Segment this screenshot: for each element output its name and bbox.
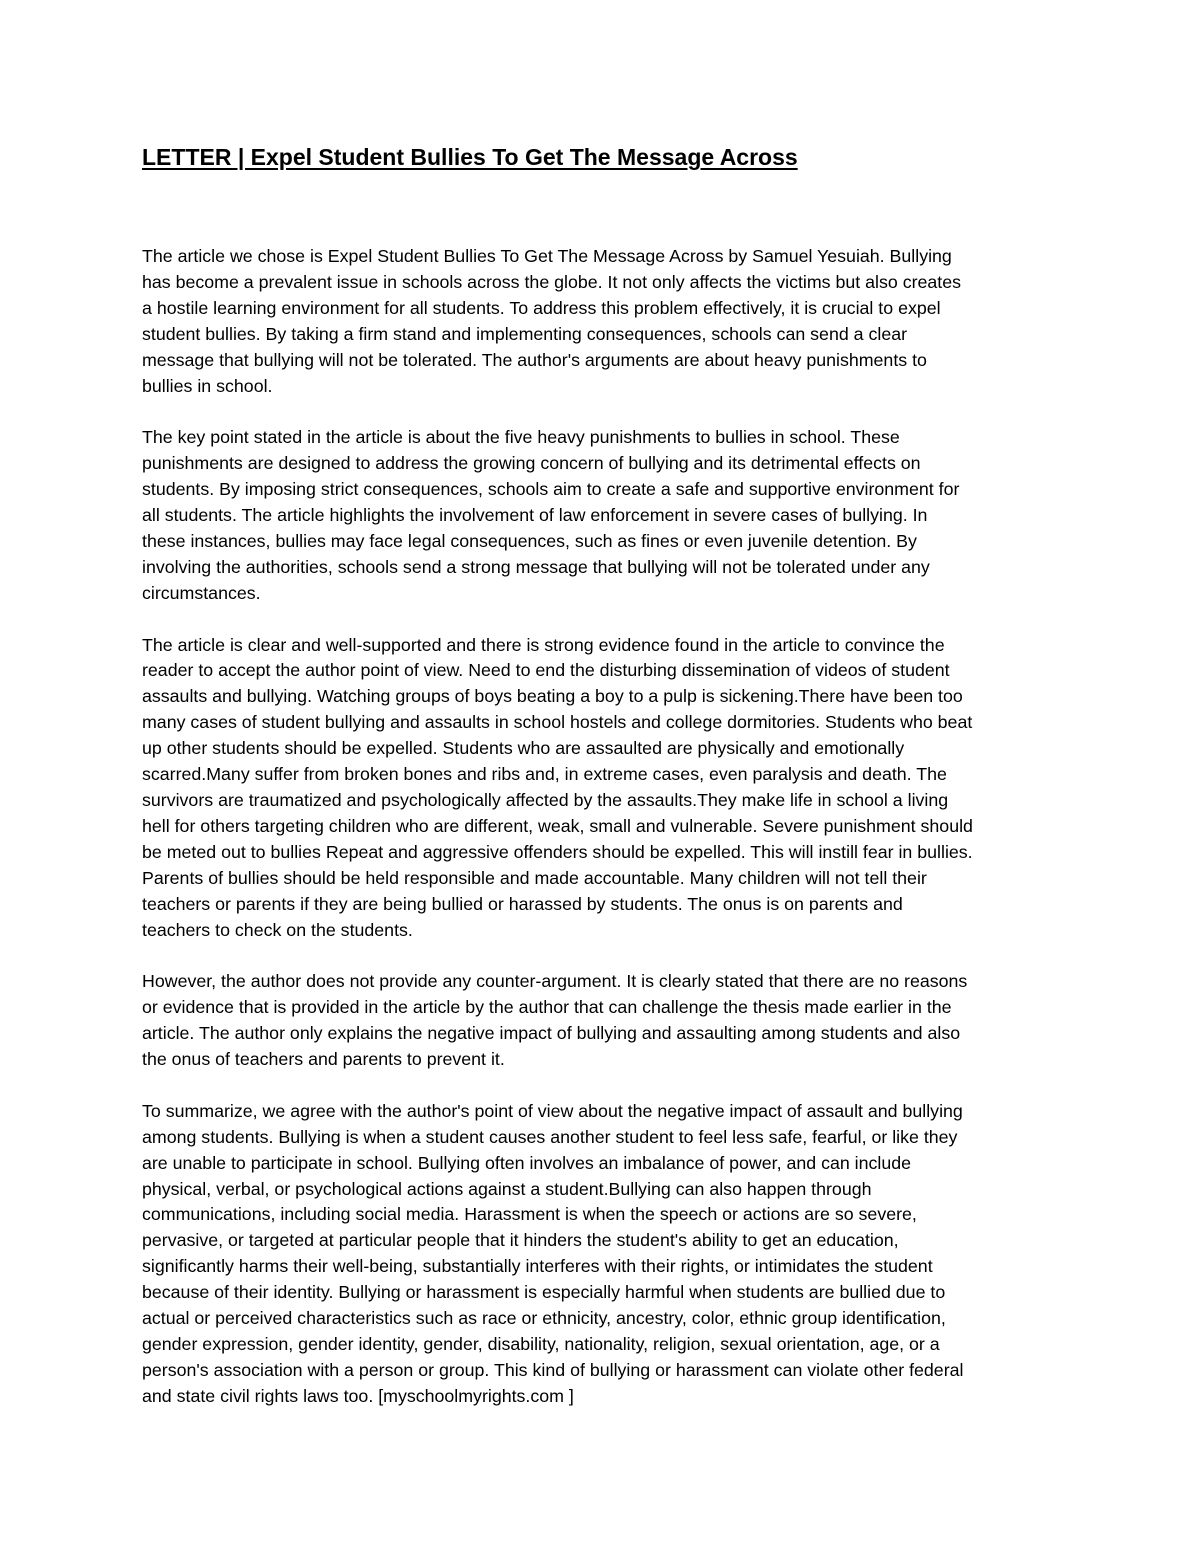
text-line: hell for others targeting children who are different, weak, small and vulnerable. Severe punishment should bbox=[142, 815, 973, 836]
text-line: pervasive, or targeted at particular people that it hinders the student's ability to get an education, bbox=[142, 1230, 899, 1251]
text-line: teachers or parents if they are being bullied or harassed by students. The onus is on parents and bbox=[142, 893, 903, 914]
text-line: scarred.Many suffer from broken bones and ribs and, in extreme cases, even paralysis and death. The bbox=[142, 764, 947, 785]
paragraph-evidence bbox=[142, 633, 1062, 944]
text-line: circumstances. bbox=[142, 582, 261, 603]
text-line: person's association with a person or group. This kind of bullying or harassment can violate other federal bbox=[142, 1359, 964, 1380]
text-line: Parents of bullies should be held responsible and made accountable. Many children will not tell their bbox=[142, 867, 927, 888]
text-line: has become a prevalent issue in schools across the globe. It not only affects the victims but also creates bbox=[142, 271, 962, 292]
text-line: article. The author only explains the negative impact of bullying and assaulting among students and also bbox=[142, 1023, 961, 1044]
text-line: all students. The article highlights the involvement of law enforcement in severe cases of bullying. In bbox=[142, 505, 928, 526]
text-line: a hostile learning environment for all students. To address this problem effectively, it is crucial to expel bbox=[142, 297, 941, 318]
text-line: and state civil rights laws too. [myschoolmyrights.com ] bbox=[142, 1385, 574, 1406]
document-body bbox=[142, 244, 1062, 1410]
text-line: communications, including social media. Harassment is when the speech or actions are so severe, bbox=[142, 1204, 917, 1225]
text-line: among students. Bullying is when a student causes another student to feel less safe, fearful, or like they bbox=[142, 1126, 958, 1147]
text-line: assaults and bullying. Watching groups of boys beating a boy to a pulp is sickening.There have been too bbox=[142, 686, 963, 707]
text-line: The article we chose is Expel Student Bullies To Get The Message Across by Samuel Yesuiah. Bullying bbox=[142, 246, 952, 266]
text-line: gender expression, gender identity, gender, disability, nationality, religion, sexual orientation, age, or a bbox=[142, 1334, 940, 1354]
paragraph-summary bbox=[142, 1099, 1062, 1410]
text-line: are unable to participate in school. Bullying often involves an imbalance of power, and can include bbox=[142, 1152, 912, 1173]
text-line: significantly harms their well-being, substantially interferes with their rights, or intimidates the student bbox=[142, 1256, 933, 1277]
document-page bbox=[142, 140, 1062, 1436]
document-title: LETTER | Expel Student Bullies To Get The Message Across bbox=[142, 144, 798, 170]
paragraph-key-point bbox=[142, 425, 1062, 606]
text-line: or evidence that is provided in the article by the author that can challenge the thesis made earlier in the bbox=[142, 997, 952, 1018]
text-line: bullies in school. bbox=[142, 375, 273, 396]
text-line: because of their identity. Bullying or harassment is especially harmful when students are bullied due to bbox=[142, 1282, 946, 1303]
text-line: the onus of teachers and parents to prevent it. bbox=[142, 1049, 505, 1070]
text-line: physical, verbal, or psychological actions against a student.Bullying can also happen through bbox=[142, 1178, 872, 1199]
text-line: actual or perceived characteristics such as race or ethnicity, ancestry, color, ethnic group identification, bbox=[142, 1308, 946, 1329]
text-line: To summarize, we agree with the author's point of view about the negative impact of assault and bullying bbox=[142, 1100, 963, 1121]
text-line: The article is clear and well-supported and there is strong evidence found in the article to convince the bbox=[142, 634, 945, 655]
text-line: these instances, bullies may face legal consequences, such as fines or even juvenile detention. By bbox=[142, 530, 917, 551]
text-line: many cases of student bullying and assaults in school hostels and college dormitories. Students who beat bbox=[142, 712, 973, 733]
paragraph-counter-argument bbox=[142, 969, 1062, 1073]
text-line: punishments are designed to address the growing concern of bullying and its detrimental effects on bbox=[142, 453, 921, 474]
text-line: student bullies. By taking a firm stand and implementing consequences, schools can send a clear bbox=[142, 323, 908, 344]
text-line: involving the authorities, schools send a strong message that bullying will not be tolerated under any bbox=[142, 556, 930, 577]
text-line: message that bullying will not be tolerated. The author's arguments are about heavy punishments to bbox=[142, 349, 927, 370]
text-line: teachers to check on the students. bbox=[142, 919, 413, 940]
text-line: be meted out to bullies Repeat and aggressive offenders should be expelled. This will instill fear in bullies. bbox=[142, 841, 973, 862]
text-line: The key point stated in the article is about the five heavy punishments to bullies in school. These bbox=[142, 427, 900, 448]
text-line: However, the author does not provide any counter-argument. It is clearly stated that there are no reasons bbox=[142, 971, 968, 992]
text-line: up other students should be expelled. Students who are assaulted are physically and emotionally bbox=[142, 738, 905, 759]
text-line: students. By imposing strict consequences, schools aim to create a safe and supportive environment for bbox=[142, 479, 960, 500]
text-line: reader to accept the author point of view. Need to end the disturbing dissemination of videos of student bbox=[142, 660, 950, 681]
paragraph-introduction bbox=[142, 244, 1062, 399]
text-line: survivors are traumatized and psychologically affected by the assaults.They make life in school a living bbox=[142, 790, 949, 810]
